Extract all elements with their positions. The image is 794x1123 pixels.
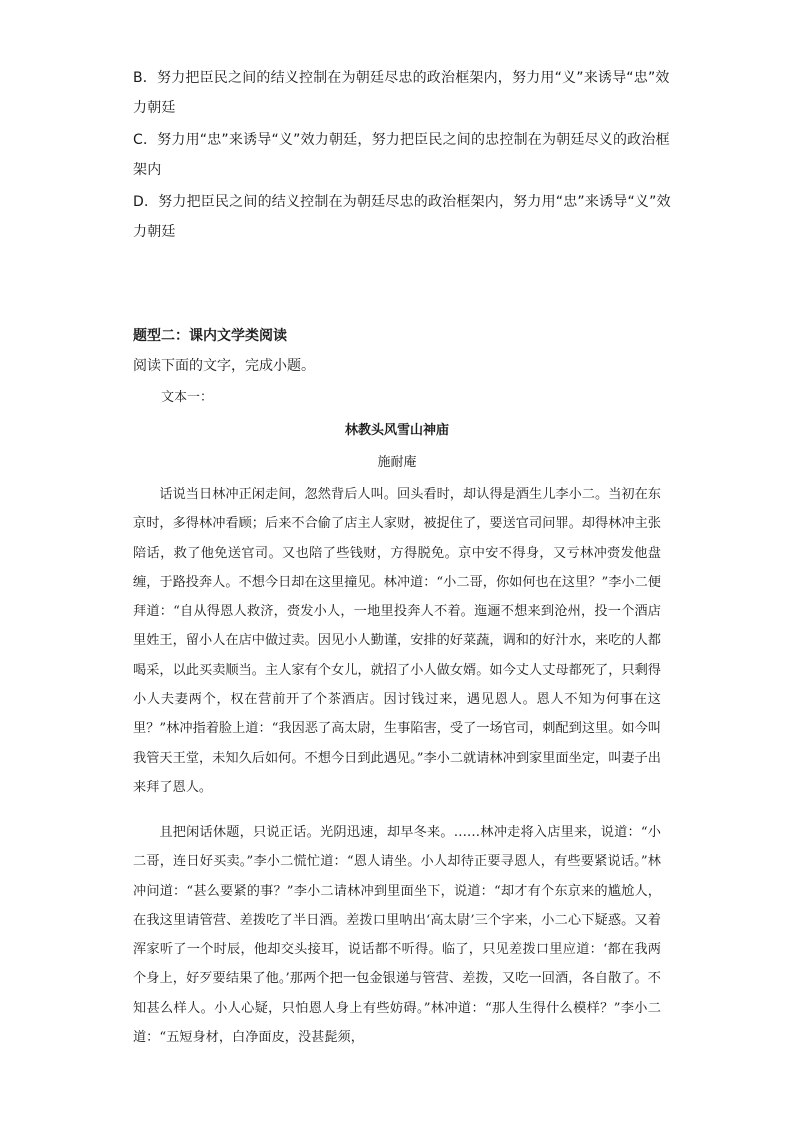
section-heading: 题型二：课内文学类阅读 — [133, 328, 287, 344]
option-d[interactable]: D．努力把臣民之间的结义控制在为朝廷尽忠的政治框架内，努力用“忠”来诱导“义”效力朝廷 — [133, 194, 671, 240]
passage-paragraph-2: 且把闲话休题，只说正话。光阴迅速，却早冬来。……林冲走将入店里来，说道：“小二哥，连日好买卖。”李小二慌忙道：“恩人请坐。小人却待正要寻恩人，有些要紧说话。”林冲问道：“甚么要紧的事？”李小二请林冲到里面坐下，说道：“却才有个东京来的尴尬人，在我这里请管营、差拨吃了半日酒。差拨口里呐出‘高太尉’三个字来，小二心下疑惑。又着浑家听了一个时辰，他却交头接耳，说话都不听得。临了，只见差拨口里应道：‘都在我两个身上，好歹要结果了他。’那两个把一包金银递与管营、差拨，又吃一回酒，各自散了。不知甚么样人。小人心疑，只怕恩人身上有些妨碍。”林冲道：“那人生得什么模样？”李小二道：“五短身材，白净面皮，没甚髭须， — [133, 825, 661, 1046]
passage-title: 林教头风雪山神庙 — [344, 423, 449, 438]
passage-author: 施耐庵 — [377, 455, 417, 470]
reading-instruction: 阅读下面的文字，完成小题。 — [133, 358, 315, 374]
option-b[interactable]: B．努力把臣民之间的结义控制在为朝廷尽忠的政治框架内，努力用“义”来诱导“忠”效力朝廷 — [133, 70, 670, 116]
option-c[interactable]: C．努力用“忠”来诱导“义”效力朝廷，努力把臣民之间的忠控制在为朝廷尽义的政治框架内 — [133, 132, 670, 178]
passage-paragraph-1: 话说当日林冲正闲走间，忽然背后人叫。回头看时，却认得是酒生儿李小二。当初在东京时，多得林冲看顾；后来不合偷了店主人家财，被捉住了，要送官司问罪。却得林冲主张陪话，救了他免送官司。又也陪了些钱财，方得脱免。京中安不得身，又亏林冲赍发他盘缠，于路投奔人。不想今日却在这里撞见。林冲道：“小二哥，你如何也在这里？”李小二便拜道：“自从得恩人救济，赍发小人，一地里投奔人不着。迤逦不想来到沧州，投一个酒店里姓王，留小人在店中做过卖。因见小人勤谨，安排的好菜蔬，调和的好汁水，来吃的人都喝采，以此买卖顺当。主人家有个女儿，就招了小人做女婿。如今丈人丈母都死了，只剩得小人夫妻两个，权在营前开了个茶酒店。因讨钱过来，遇见恩人。恩人不知为何事在这里？”林冲指着脸上道：“我因恶了高太尉，生事陷害，受了一场官司，刺配到这里。如今叫我管天王堂，未知久后如何。不想今日到此遇见。”李小二就请林冲到家里面坐定，叫妻子出来拜了恩人。 — [133, 487, 661, 795]
text-label: 文本一： — [161, 390, 214, 405]
